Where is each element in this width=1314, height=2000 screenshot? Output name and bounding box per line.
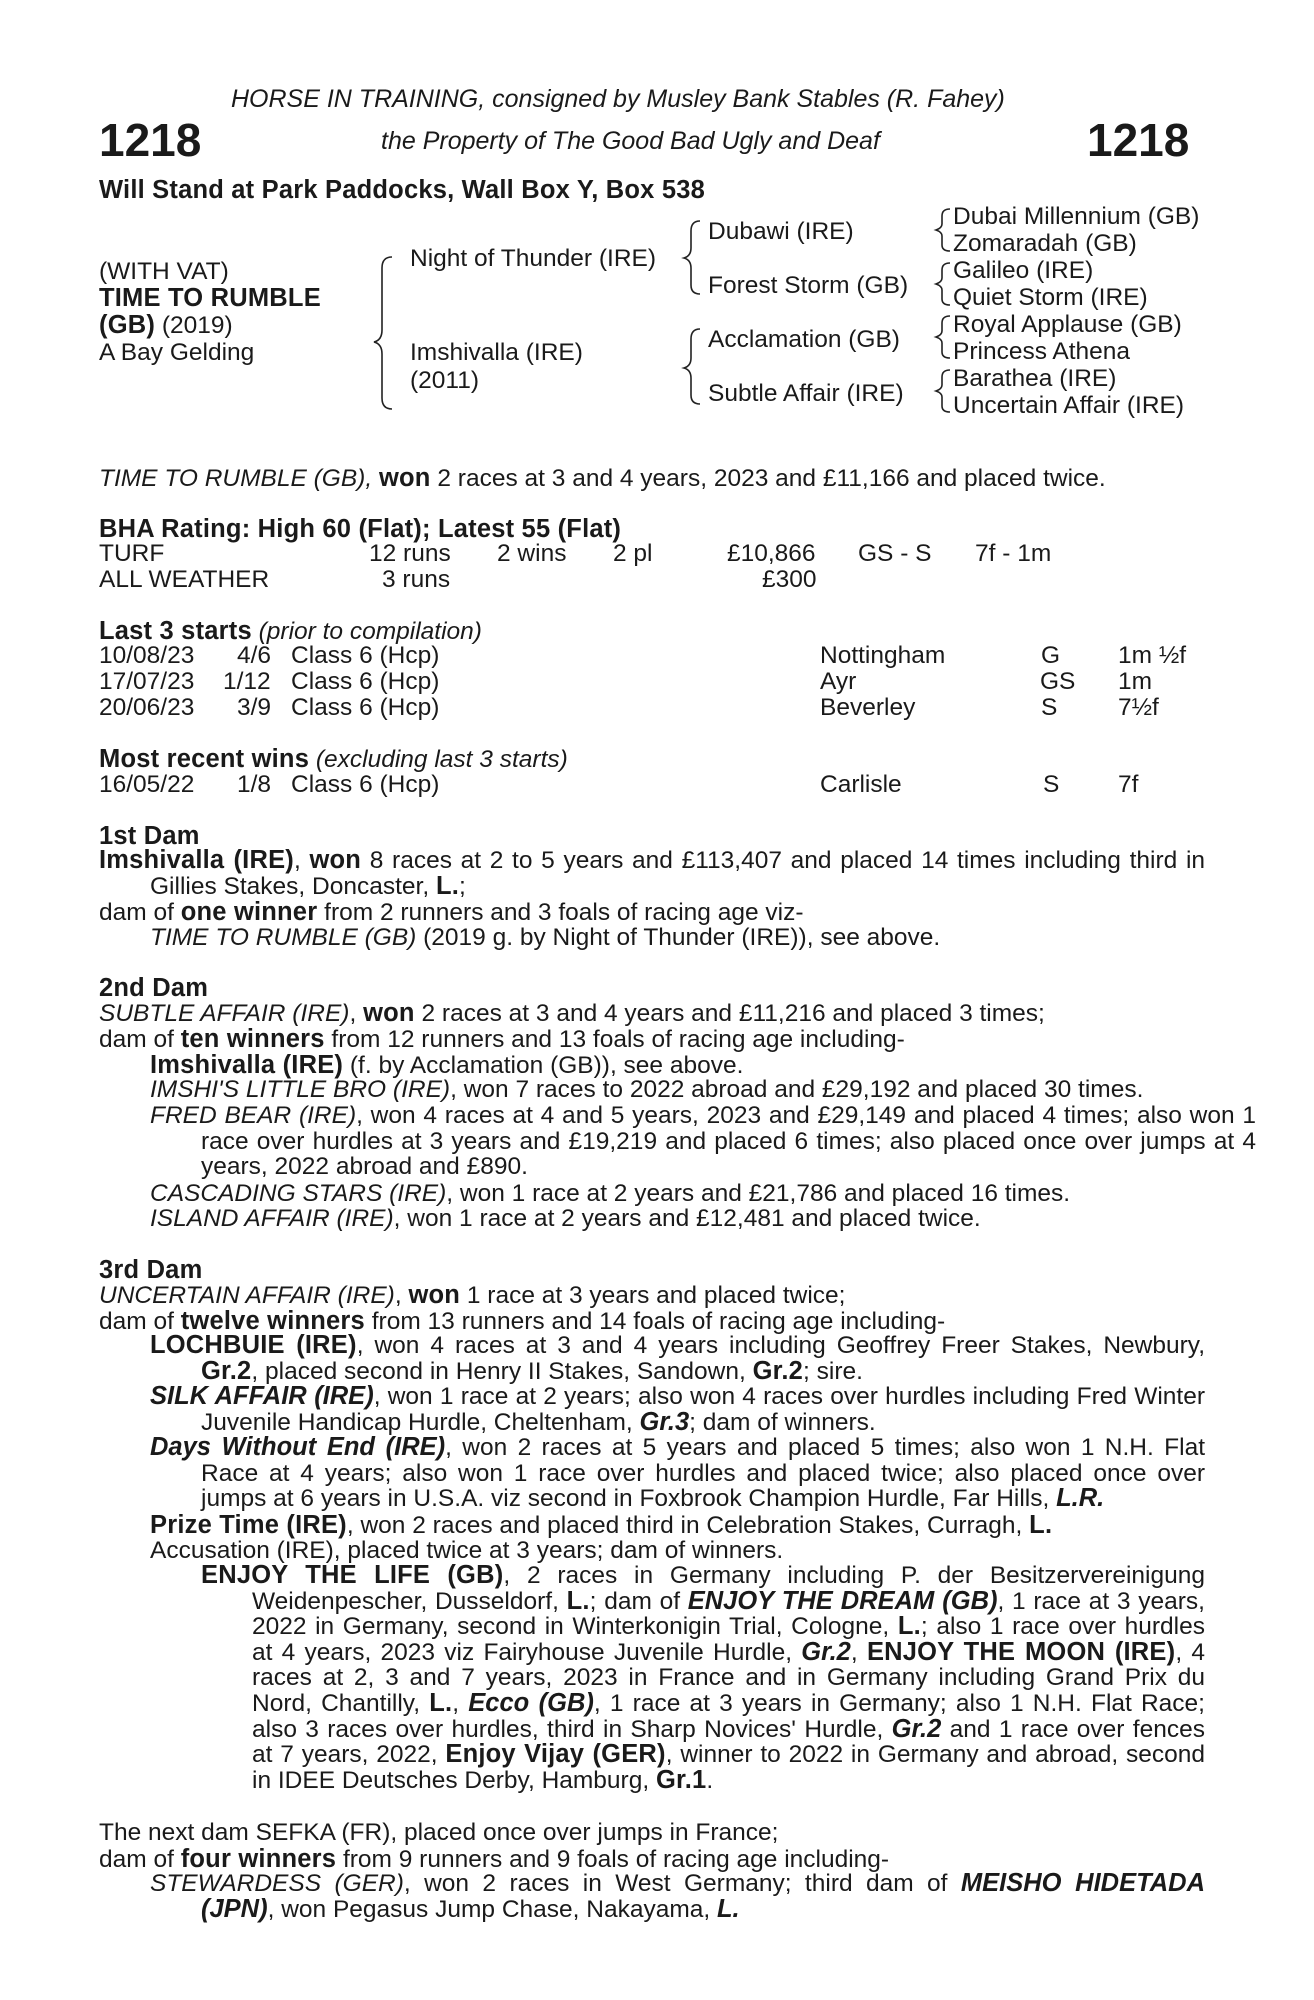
gen3-1: Dubai Millennium (GB) — [953, 203, 1200, 230]
gen3-3: Galileo (IRE) — [953, 257, 1094, 284]
last-starts-heading: Last 3 starts (prior to compilation) — [99, 617, 482, 645]
dam3-heading: 3rd Dam — [99, 1256, 203, 1284]
next-dam-offspring: STEWARDESS (GER), won 2 races in West Germany; third dam of MEISHO HIDETADA (JPN), won Pegasus Jump Chase, Nakayama, L. — [150, 1869, 1206, 1923]
gen3-6: Princess Athena — [953, 338, 1131, 365]
dam3-offspring: LOCHBUIE (IRE), won 4 races at 3 and 4 years including Geoffrey Freer Stakes, Newbury, Gr.2, placed second in Henry II Stakes, Sandown, Gr.2; sire. — [150, 1331, 1206, 1385]
bha-rating: BHA Rating: High 60 (Flat); Latest 55 (Flat) — [99, 515, 622, 543]
ratings-row-turf: TURF 12 runs 2 wins 2 pl £10,866 GS - S 7f - 1m — [99, 540, 1052, 567]
lot-number-right: 1218 — [1087, 114, 1190, 166]
dam1-heading: 1st Dam — [99, 822, 200, 850]
dam1-foal: TIME TO RUMBLE (GB) (2019 g. by Night of Thunder (IRE)), see above. — [150, 924, 941, 951]
dam2-offspring: FRED BEAR (IRE), won 4 races at 4 and 5 years, 2023 and £29,149 and placed 4 times; also won 1 race over hurdles at 3 years and £19,219 and placed 6 times; also placed once over jumps at 4 years, 2022 abroad and £890. — [150, 1102, 1256, 1181]
dam3-produce: dam of twelve winners from 13 runners and 14 foals of racing age including- — [99, 1307, 946, 1335]
dam3-offspring: Days Without End (IRE), won 2 races at 5 years and placed 5 times; also won 1 N.H. Flat Race at 4 years; also won 1 race over hurdles and placed twice; also placed once over jumps at 6 years in U.S.A. viz second in Foxbrook Champion Hurdle, Far Hills, L.R. — [150, 1433, 1205, 1513]
next-dam-produce: dam of four winners from 9 runners and 9 foals of racing age including- — [99, 1845, 890, 1873]
dam3-offspring: SILK AFFAIR (IRE), won 1 race at 2 years; also won 4 races over hurdles including Fred Winter Juvenile Handicap Hurdle, Cheltenham, Gr.3; dam of winners. — [150, 1382, 1205, 1436]
dam3-offspring: Prize Time (IRE), won 2 races and placed third in Celebration Stakes, Curragh, L. — [150, 1511, 1053, 1539]
horse-name-suffix: (GB) (2019) — [99, 311, 233, 339]
last-start-row: 17/07/23 1/12 Class 6 (Hcp) Ayr GS 1m — [99, 668, 1153, 695]
dam: Imshivalla (IRE) — [410, 339, 583, 366]
gen3-8: Uncertain Affair (IRE) — [953, 392, 1185, 419]
dam2-offspring: CASCADING STARS (IRE), won 1 race at 2 years and £21,786 and placed 16 times. — [150, 1180, 1071, 1207]
gen3-5: Royal Applause (GB) — [953, 311, 1182, 338]
dam3-granddaughter: ENJOY THE LIFE (GB), 2 races in Germany including P. der Besitzervereinigung Weidenpescher, Dusseldorf, L.; dam of ENJOY THE DREAM (GB), 1 race at 3 years, 2022 in Germany, second in Winterkonigin Trial, Cologne, L.; also 1 race over hurdles at 4 years, 2023 viz Fairyhouse Juvenile Hurdle, Gr.2, ENJOY THE MOON (IRE), 4 races at 2, 3 and 7 years, 2023 in France and in Germany including Grand Prix du Nord, Chantilly, L., Ecco (GB), 1 race at 3 years in Germany; also 1 N.H. Flat Race; also 3 races over hurdles, third in Sharp Novices' Hurdle, Gr.2 and 1 race over fences at 7 years, 2022, Enjoy Vijay (GER), winner to 2022 in Germany and abroad, second in IDEE Deutsches Derby, Hamburg, Gr.1. — [201, 1561, 1205, 1794]
next-dam-record: The next dam SEFKA (FR), placed once over jumps in France; — [99, 1819, 779, 1846]
dam-year: (2011) — [410, 367, 480, 394]
recent-win-row: 16/05/22 1/8 Class 6 (Hcp) Carlisle S 7f — [99, 771, 1139, 798]
gen3-4: Quiet Storm (IRE) — [953, 284, 1148, 311]
last-start-row: 10/08/23 4/6 Class 6 (Hcp) Nottingham G 1m ½f — [99, 642, 1187, 669]
dam3-offspring: Accusation (IRE), placed twice at 3 years; dam of winners. — [150, 1537, 784, 1564]
dam2-offspring: IMSHI'S LITTLE BRO (IRE), won 7 races to 2022 abroad and £29,192 and placed 30 times. — [150, 1076, 1144, 1103]
lot-number-left: 1218 — [99, 114, 202, 166]
race-summary: TIME TO RUMBLE (GB), won 2 races at 3 and 4 years, 2023 and £11,166 and placed twice. — [99, 464, 1106, 492]
consignor-line: HORSE IN TRAINING, consigned by Musley Bank Stables (R. Fahey) — [231, 85, 1005, 113]
sire: Night of Thunder (IRE) — [410, 245, 657, 272]
sire-sire: Dubawi (IRE) — [708, 218, 854, 245]
dam2-record: SUBTLE AFFAIR (IRE), won 2 races at 3 and 4 years and £11,216 and placed 3 times; — [99, 999, 1045, 1027]
horse-name: TIME TO RUMBLE — [99, 284, 321, 312]
vat-note: (WITH VAT) — [99, 258, 229, 285]
ratings-row-aw: ALL WEATHER 3 runs £300 — [99, 566, 817, 593]
horse-description: A Bay Gelding — [99, 339, 255, 366]
last-start-row: 20/06/23 3/9 Class 6 (Hcp) Beverley S 7½f — [99, 694, 1159, 721]
dam2-offspring: ISLAND AFFAIR (IRE), won 1 race at 2 years and £12,481 and placed twice. — [150, 1205, 981, 1232]
gen3-7: Barathea (IRE) — [953, 365, 1117, 392]
sire-dam: Forest Storm (GB) — [708, 272, 909, 299]
stand-location: Will Stand at Park Paddocks, Wall Box Y, Box 538 — [99, 176, 705, 204]
dam1-produce: dam of one winner from 2 runners and 3 foals of racing age viz- — [99, 898, 804, 926]
dam3-record: UNCERTAIN AFFAIR (IRE), won 1 race at 3 years and placed twice; — [99, 1281, 846, 1309]
recent-wins-heading: Most recent wins (excluding last 3 starts) — [99, 745, 568, 773]
gen3-2: Zomaradah (GB) — [953, 230, 1137, 257]
owner-line: the Property of The Good Bad Ugly and Deaf — [381, 127, 880, 155]
dam-dam: Subtle Affair (IRE) — [708, 380, 904, 407]
dam2-offspring: Imshivalla (IRE) (f. by Acclamation (GB)), see above. — [150, 1051, 744, 1079]
dam-sire: Acclamation (GB) — [708, 326, 900, 353]
dam2-produce: dam of ten winners from 12 runners and 13 foals of racing age including- — [99, 1025, 905, 1053]
dam1-record: Imshivalla (IRE), won 8 races at 2 to 5 years and £113,407 and placed 14 times including third in Gillies Stakes, Doncaster, L.; — [99, 846, 1206, 900]
dam2-heading: 2nd Dam — [99, 974, 209, 1002]
